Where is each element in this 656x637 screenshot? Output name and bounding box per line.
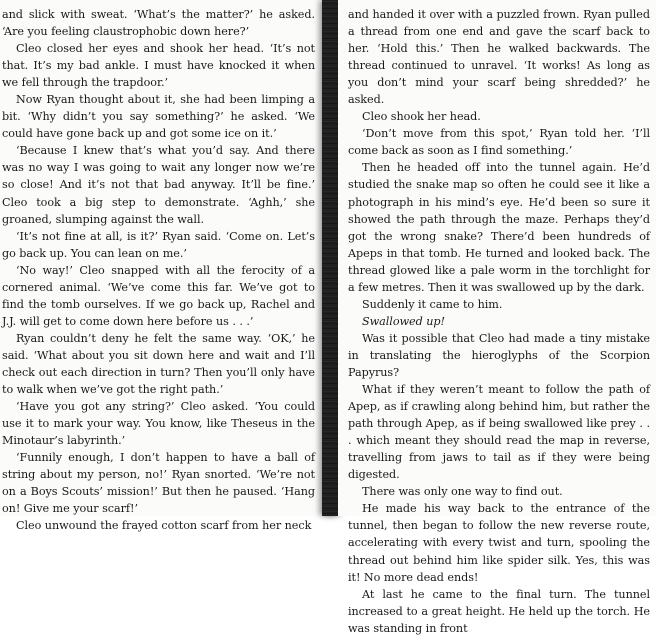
right-page bbox=[338, 0, 656, 635]
paragraph: Suddenly it came to him. bbox=[362, 297, 503, 311]
paragraph: ‘It’s not fine at all, is it?’ Ryan said. ‘Come on. Let’s go back up. You can lean on me.’ bbox=[2, 229, 315, 260]
paragraph: ‘Funnily enough, I don’t happen to have a ball of string about my person, no!’ Ryan snorted. ‘We’re not on a Boys Scouts’ mission!’ But then he paused. ‘Hang on! Give me your scarf!’ bbox=[2, 451, 315, 516]
paragraph: and handed it over with a puzzled frown. Ryan pulled a thread from one end and gave the scarf back to her. ‘Hold this.’ Then he walked backwards. The thread continued to unravel. ‘It works! As long as you don’t mind your scarf being shredded?’ he asked. bbox=[348, 8, 650, 107]
paragraph: Cleo shook her head. bbox=[362, 110, 481, 124]
left-page-text bbox=[2, 6, 315, 534]
paragraph: Cleo closed her eyes and shook her head. ‘It’s not that. It’s my bad ankle. I must have knocked it when we fell through the trapdoor.’ bbox=[2, 42, 315, 90]
paragraph: ‘Because I knew that’s what you’d say. And there was no way I was going to wait any longer now we’re so close! And it’s not that bad anyway. It’ll be fine.’ Cleo took a big step to demonstrate. ‘Aghh,’ she groaned, slumping against the wall. bbox=[2, 144, 315, 226]
paragraph: Cleo unwound the frayed cotton scarf from her neck bbox=[16, 519, 312, 533]
right-page-text bbox=[348, 6, 650, 637]
paragraph: There was only one way to find out. bbox=[362, 485, 563, 499]
paragraph: Ryan couldn’t deny he felt the same way. ‘OK,’ he said. ‘What about you sit down here and wait and I’ll check out each direction in turn? Then you’ll only have to walk when we’ve got the right path.’ bbox=[2, 331, 315, 397]
paragraph: ‘Have you got any string?’ Cleo asked. ‘You could use it to mark your way. You know, like Theseus in the Minotaur’s labyrinth.’ bbox=[2, 400, 315, 448]
paragraph: Now Ryan thought about it, she had been limping a bit. ‘Why didn’t you say something?’ he asked. ‘We could have gone back up and got some ice on it.’ bbox=[2, 93, 315, 141]
paragraph: and slick with sweat. ‘What’s the matter?’ he asked. ‘Are you feeling claustrophobic down here?’ bbox=[2, 8, 315, 39]
left-page bbox=[0, 0, 322, 533]
paragraph: ‘Don’t move from this spot,’ Ryan told her. ‘I’ll come back as soon as I find something.’ bbox=[348, 127, 650, 158]
paragraph: What if they weren’t meant to follow the path of Apep, as if crawling along behind him, but rather the path through Apep, as if being swallowed like prey . . . which meant they should read the map in reverse, travelling from jaws to tail as if they were being digested. bbox=[348, 383, 650, 482]
paragraph: He made his way back to the entrance of the tunnel, then began to follow the new reverse route, accelerating with every twist and turn, spooling the thread out behind him like spider silk. Yes, this was it! No more dead ends! bbox=[348, 502, 650, 584]
book-gutter bbox=[322, 0, 338, 516]
paragraph: Was it possible that Cleo had made a tiny mistake in translating the hieroglyphs of the Scorpion Papyrus? bbox=[348, 331, 650, 379]
paragraph: Then he headed off into the tunnel again. He’d studied the snake map so often he could see it like a photograph in his mind’s eye. He’d been so sure it showed the path through the maze. Perhaps they’d got the wrong snake? There’d been hundreds of Apeps in that tomb. He turned and looked back. The thread glowed like a pale worm in the torchlight for a few metres. Then it was swallowed up by the dark. bbox=[348, 161, 650, 294]
paragraph: ‘No way!’ Cleo snapped with all the ferocity of a cornered animal. ‘We’ve come this far. We’ve got to find the tomb ourselves. If we go back up, Rachel and J.J. will get to come down here before us . . .’ bbox=[2, 263, 315, 328]
paragraph: At last he came to the final turn. The tunnel increased to a great height. He held up the torch. He was standing in front bbox=[348, 587, 650, 635]
paragraph: Swallowed up! bbox=[362, 314, 445, 328]
